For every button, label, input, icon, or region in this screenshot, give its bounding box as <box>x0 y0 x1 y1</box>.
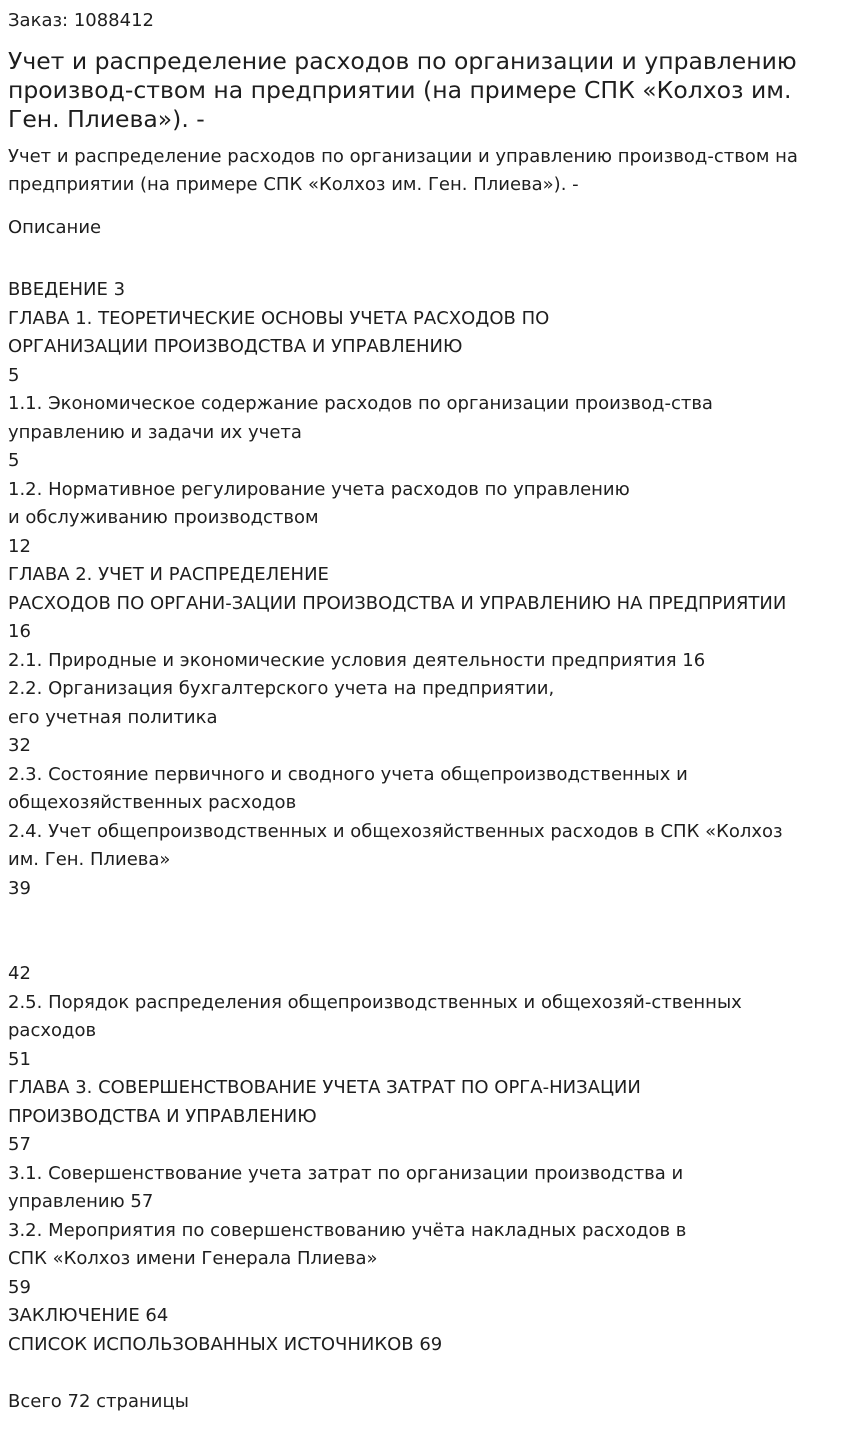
toc-line: общехозяйственных расходов <box>8 792 297 813</box>
toc-line: ГЛАВА 3. СОВЕРШЕНСТВОВАНИЕ УЧЕТА ЗАТРАТ ПО ОРГА-НИЗАЦИИ <box>8 1077 641 1098</box>
toc-line: 5 <box>8 450 20 471</box>
toc-line: 5 <box>8 364 20 386</box>
toc-line: 2.4. Учет общепроизводственных и общехозяйственных расходов в СПК «Колхоз <box>8 820 783 842</box>
toc-line: управлению 57 <box>8 1191 154 1212</box>
toc-line: СПИСОК ИСПОЛЬЗОВАННЫХ ИСТОЧНИКОВ 69 <box>8 1333 443 1355</box>
toc-line: 51 <box>8 1048 31 1070</box>
toc-line: его учетная политика <box>8 706 218 728</box>
toc-line: 2.1. Природные и экономические условия деятельности предприятия 16 <box>8 649 706 671</box>
toc-line: ОРГАНИЗАЦИИ ПРОИЗВОДСТВА И УПРАВЛЕНИЮ <box>8 336 463 357</box>
toc-line: 12 <box>8 535 31 557</box>
toc-line: 16 <box>8 621 31 642</box>
toc-line: РАСХОДОВ ПО ОРГАНИ-ЗАЦИИ ПРОИЗВОДСТВА И УПРАВЛЕНИЮ НА ПРЕДПРИЯТИИ <box>8 592 787 614</box>
toc-line: им. Ген. Плиева» <box>8 849 171 870</box>
toc-line: СПК «Колхоз имени Генерала Плиева» <box>8 1248 378 1269</box>
toc-line: и обслуживанию производством <box>8 507 319 528</box>
table-of-contents <box>8 276 844 1359</box>
toc-line: 32 <box>8 735 31 756</box>
toc-line: 39 <box>8 877 31 899</box>
page-subtitle: Учет и распределение расходов по организации и управлению производ-ством на предприятии (на примере СПК «Колхоз им. Ген. Плиева»). - <box>8 146 798 195</box>
toc-line: 2.5. Порядок распределения общепроизводственных и общехозяй-ственных <box>8 991 742 1013</box>
page-title: Учет и распределение расходов по организации и управлению производ-ством на предприятии (на примере СПК «Колхоз им. Ген. Плиева»). - <box>8 47 797 133</box>
toc-line: 2.2. Организация бухгалтерского учета на предприятии, <box>8 678 555 699</box>
toc-line: 59 <box>8 1276 31 1298</box>
toc-line: ПРОИЗВОДСТВА И УПРАВЛЕНИЮ <box>8 1105 317 1127</box>
page-count: Всего 72 страницы <box>8 1391 189 1412</box>
toc-line: 2.3. Состояние первичного и сводного учета общепроизводственных и <box>8 763 688 785</box>
toc-line: 57 <box>8 1134 31 1155</box>
toc-line <box>8 903 844 932</box>
toc-line: 42 <box>8 963 31 984</box>
toc-line: расходов <box>8 1020 97 1041</box>
toc-line: управлению и задачи их учета <box>8 421 302 443</box>
toc-line: ЗАКЛЮЧЕНИЕ 64 <box>8 1305 169 1326</box>
toc-line: ВВЕДЕНИЕ 3 <box>8 279 126 300</box>
toc-line: 1.1. Экономическое содержание расходов по организации производ-ства <box>8 393 713 414</box>
toc-line: 1.2. Нормативное регулирование учета расходов по управлению <box>8 478 630 500</box>
description-heading: Описание <box>8 217 102 238</box>
toc-line: ГЛАВА 1. ТЕОРЕТИЧЕСКИЕ ОСНОВЫ УЧЕТА РАСХОДОВ ПО <box>8 307 550 329</box>
order-number: Заказ: 1088412 <box>8 10 154 31</box>
toc-line: 3.2. Мероприятия по совершенствованию учёта накладных расходов в <box>8 1219 687 1241</box>
toc-line <box>8 932 844 961</box>
toc-line: 3.1. Совершенствование учета затрат по организации производства и <box>8 1162 684 1184</box>
toc-line: ГЛАВА 2. УЧЕТ И РАСПРЕДЕЛЕНИЕ <box>8 564 329 585</box>
